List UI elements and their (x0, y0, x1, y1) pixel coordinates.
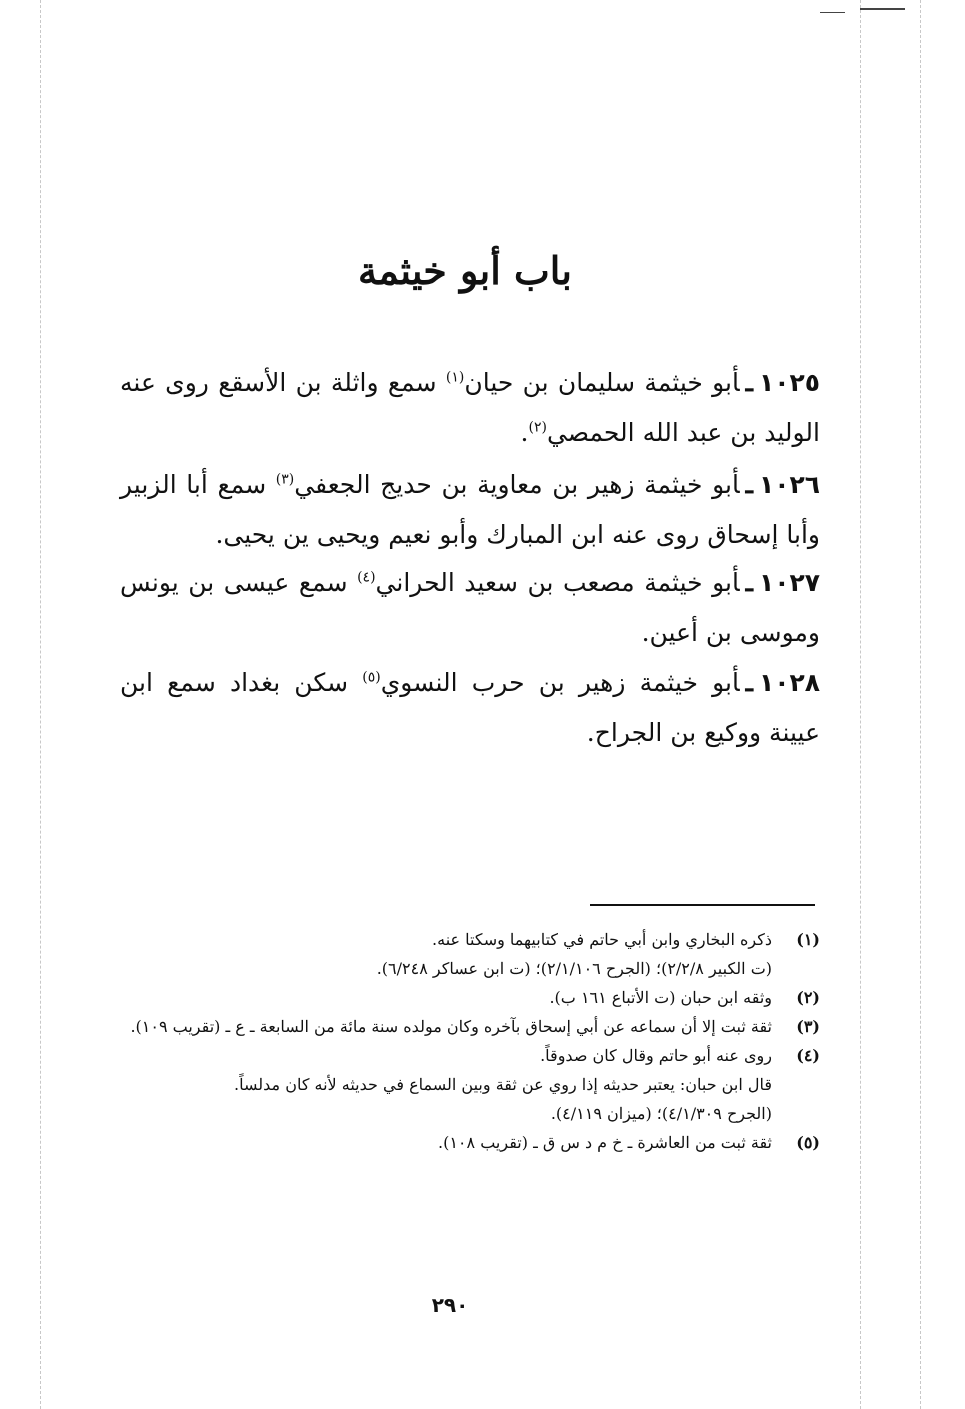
footnote-4-continuation (112, 1070, 820, 1099)
footnote-text: قال ابن حبان: يعتبر حديثه إذا روي عن ثقة وبين السماع في حديثه لأنه كان مدلساً. (234, 1075, 772, 1094)
entry-dash: ـ (745, 568, 753, 597)
entry-dash: ـ (745, 368, 753, 397)
footnote-text: (الجرح ٤/١/٣٠٩)؛ (ميزان ٤/١١٩). (550, 1104, 772, 1123)
footnote-number: (٣) (796, 1017, 820, 1036)
footnote-1-continuation (112, 954, 820, 983)
entry-dash: ـ (745, 668, 753, 697)
footnotes (112, 925, 820, 1157)
footnote-2 (112, 983, 820, 1012)
entry-text: سمع عيسى بن يونس وموسى بن أعين. (120, 568, 820, 647)
footnote-number: (٥) (796, 1133, 820, 1152)
entry-text: أبو خيثمة سليمان بن حيان (464, 368, 740, 397)
footnote-1 (112, 925, 820, 954)
chapter-title: باب أبو خيثمة (358, 248, 572, 293)
entry-1028 (120, 658, 820, 758)
entry-text: سمع واثلة بن الأسقع روى عنه الوليد بن عبد الله الحمصي (120, 368, 820, 447)
footnote-3 (112, 1012, 820, 1041)
footnote-ref[interactable]: (٥) (362, 669, 381, 686)
footnote-ref[interactable]: (١) (445, 369, 465, 386)
entry-number: ١٠٢٨ (758, 668, 820, 697)
footnote-4 (112, 1041, 820, 1070)
entry-text: . (520, 418, 529, 447)
footnote-text: روى عنه أبو حاتم وقال كان صدوقاً. (540, 1046, 772, 1065)
entry-1025 (120, 358, 820, 458)
footnote-text: ذكره البخاري وابن أبي حاتم في كتابيهما وسكتا عنه. (432, 930, 772, 949)
entry-number: ١٠٢٦ (758, 470, 820, 499)
footnote-number: (٤) (796, 1046, 820, 1065)
entry-text: أبو خيثمة مصعب بن سعيد الحراني (375, 568, 740, 597)
footnote-number: (٢) (796, 988, 820, 1007)
entry-number: ١٠٢٧ (758, 568, 820, 597)
entry-1027 (120, 558, 820, 658)
footnote-text: ثقة ثبت إلا أن سماعه عن أبي إسحاق بآخره وكان مولده سنة مائة من السابعة ـ ع ـ (تقريب ١٠٩). (130, 1017, 772, 1036)
footnote-text: وثقه ابن حبان (ت الأتباع ١٦١ ب). (549, 988, 772, 1007)
footnote-4-continuation (112, 1099, 820, 1128)
entry-text: أبو خيثمة زهير بن حرب النسوي (380, 668, 740, 697)
footnote-5 (112, 1128, 820, 1157)
page-number: ٢٩٠ (431, 1293, 469, 1317)
entry-dash: ـ (745, 470, 753, 499)
footnote-ref[interactable]: (٣) (275, 471, 295, 488)
footnote-separator (590, 904, 815, 906)
entry-1026 (120, 460, 820, 560)
footnote-number: (١) (796, 930, 820, 949)
entry-text: سكن بغداد سمع ابن عيينة ووكيع بن الجراح. (120, 668, 820, 747)
footnote-ref[interactable]: (٤) (357, 569, 376, 586)
footnote-text: ثقة ثبت من العاشرة ـ خ م د س ق ـ (تقريب ١٠٨). (438, 1133, 772, 1152)
footnote-ref[interactable]: (٢) (528, 419, 547, 436)
entry-text: سمع أبا الزبير وأبا إسحاق روى عنه ابن المبارك وأبو نعيم ويحيى ين يحيى. (120, 470, 820, 549)
entry-number: ١٠٢٥ (758, 368, 820, 397)
entry-text: أبو خيثمة زهير بن معاوية بن حديج الجعفي (294, 470, 740, 499)
footnote-text: (ت الكبير ٢/٢/٨)؛ (الجرح ٢/١/١٠٦)؛ (ت ابن عساكر ٦/٢٤٨). (376, 959, 772, 978)
